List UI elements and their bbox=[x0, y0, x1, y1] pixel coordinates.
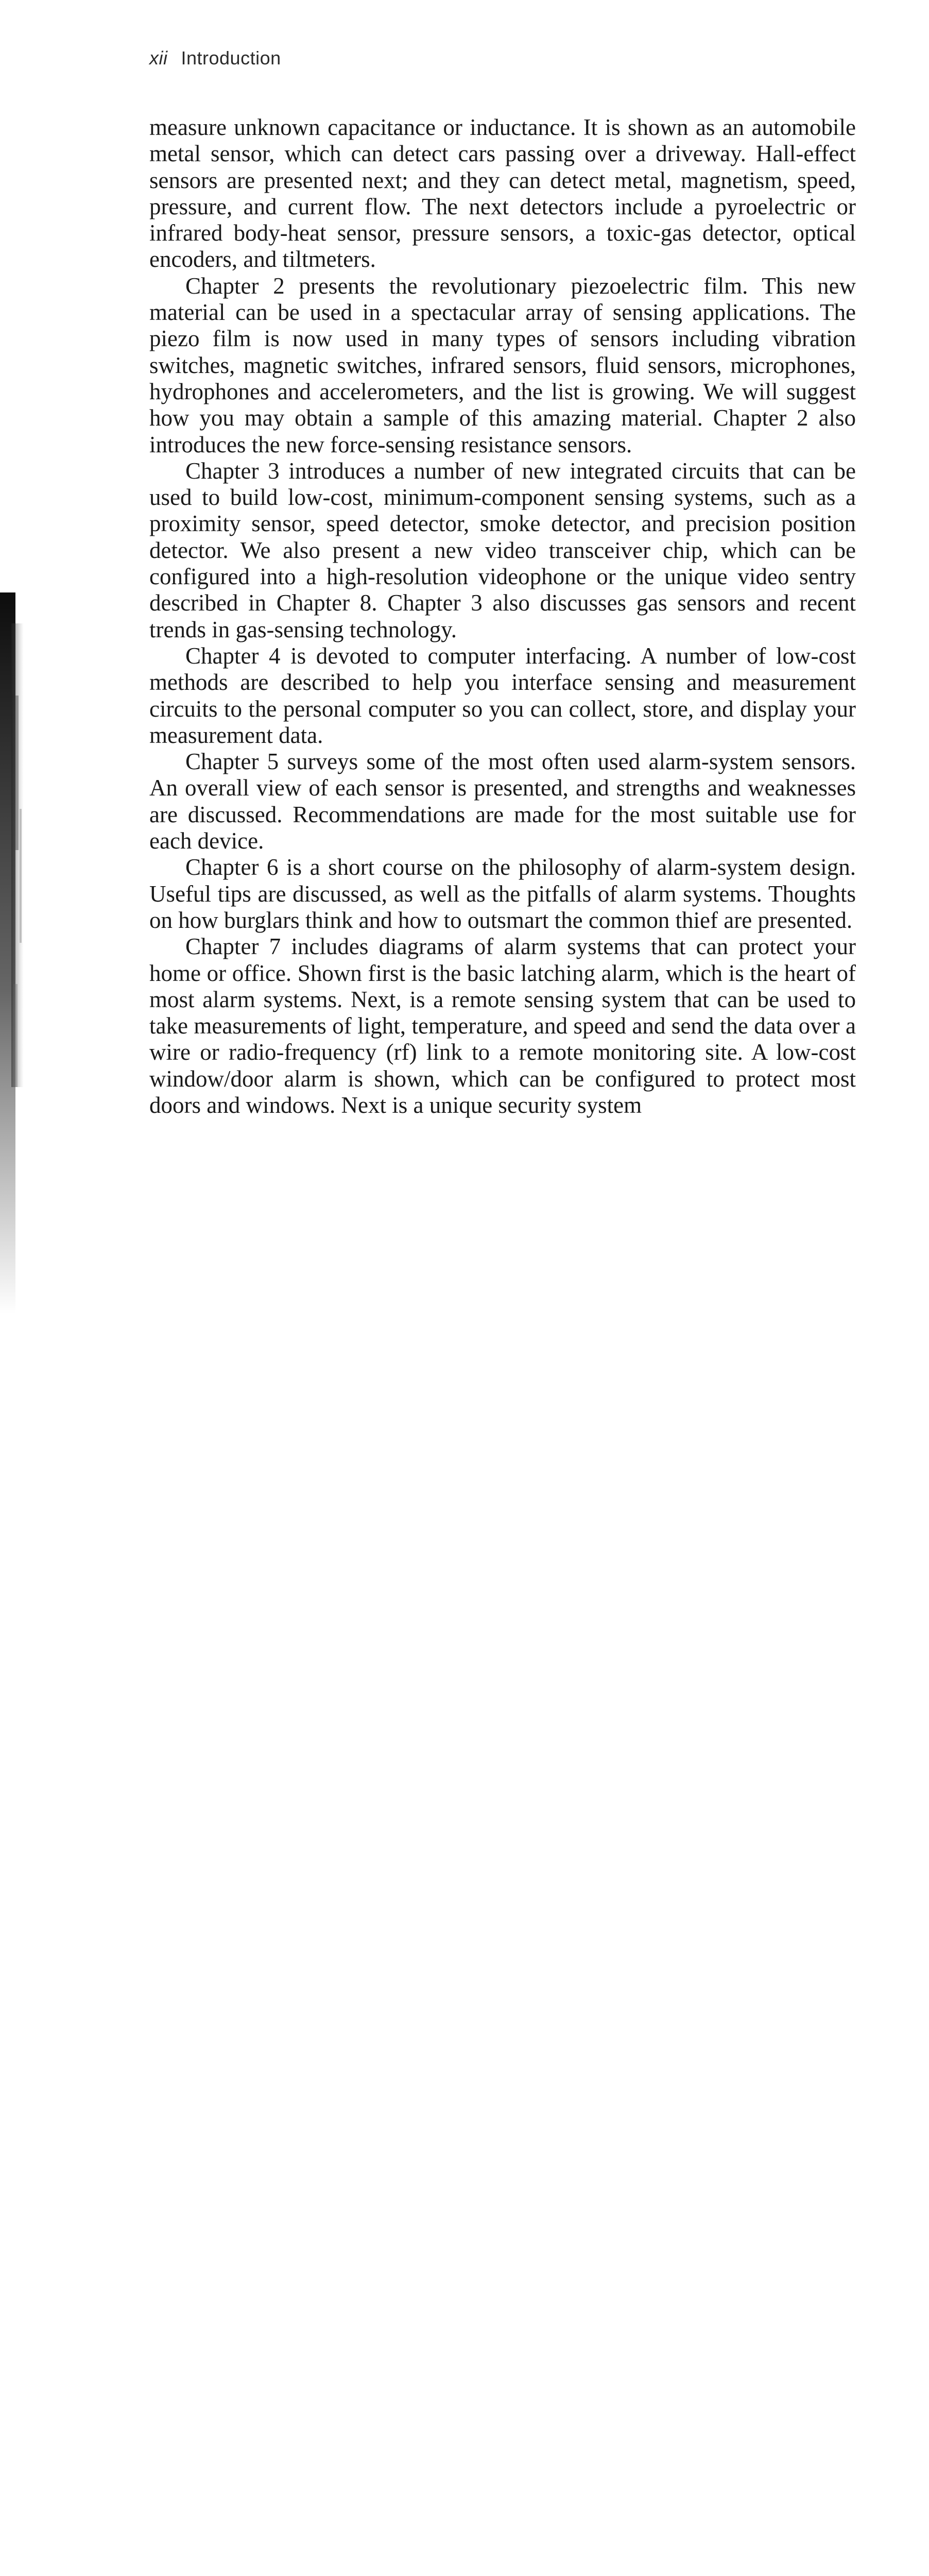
paragraph-chapter-4: Chapter 4 is devoted to computer interfacing. A number of low-cost methods are described to help you interface sensing and measurement circuits to the personal computer so you can collect, store, and display your measurement data. bbox=[149, 642, 856, 748]
page-number: xii bbox=[149, 47, 168, 69]
paragraph-continued: measure unknown capacitance or inductance. It is shown as an automobile metal sensor, which can detect cars passing over a driveway. Hall-effect sensors are presented next; and they can detect metal, magnetism, speed, pressure, and current flow. The next detectors include a pyroelectric or infrared body-heat sensor, pressure sensors, a toxic-gas detector, optical encoders, and tiltmeters. bbox=[149, 114, 856, 273]
scan-binding-shadow bbox=[0, 592, 29, 1314]
paragraph-chapter-2: Chapter 2 presents the revolutionary piezoelectric film. This new material can be used in a spectacular array of sensing applications. The piezo film is now used in many types of sensors including vibration switches, magnetic switches, infrared sensors, fluid sensors, microphones, hydrophones and accelerometers, and the list is growing. We will suggest how you may obtain a sample of this amazing material. Chapter 2 also introduces the new force-sensing resistance sensors. bbox=[149, 273, 856, 457]
running-head bbox=[149, 47, 281, 69]
paragraph-chapter-7: Chapter 7 includes diagrams of alarm systems that can protect your home or office. Shown first is the basic latching alarm, which is the heart of most alarm systems. Next, is a remote sensing system that can be used to take measurements of light, temperature, and speed and send the data over a wire or radio-frequency (rf) link to a remote monitoring site. A low-cost window/door alarm is shown, which can be configured to protect most doors and windows. Next is a unique security system bbox=[149, 934, 856, 1118]
paragraph-chapter-3: Chapter 3 introduces a number of new integrated circuits that can be used to build low-cost, minimum-component sensing systems, such as a proximity sensor, speed detector, smoke detector, and precision position detector. We also present a new video transceiver chip, which can be configured into a high-resolution videophone or the unique video sentry described in Chapter 8. Chapter 3 also discusses gas sensors and recent trends in gas-sensing technology. bbox=[149, 457, 856, 642]
running-head-title: Introduction bbox=[181, 47, 281, 69]
body-text bbox=[149, 114, 856, 1118]
paragraph-chapter-5: Chapter 5 surveys some of the most often used alarm-system sensors. An overall view of each sensor is presented, and strengths and weaknesses are discussed. Recommendations are made for the most suitable use for each device. bbox=[149, 749, 856, 854]
paragraph-chapter-6: Chapter 6 is a short course on the philosophy of alarm-system design. Useful tips are discussed, as well as the pitfalls of alarm systems. Thoughts on how burglars think and how to outsmart the common thief are presented. bbox=[149, 854, 856, 933]
